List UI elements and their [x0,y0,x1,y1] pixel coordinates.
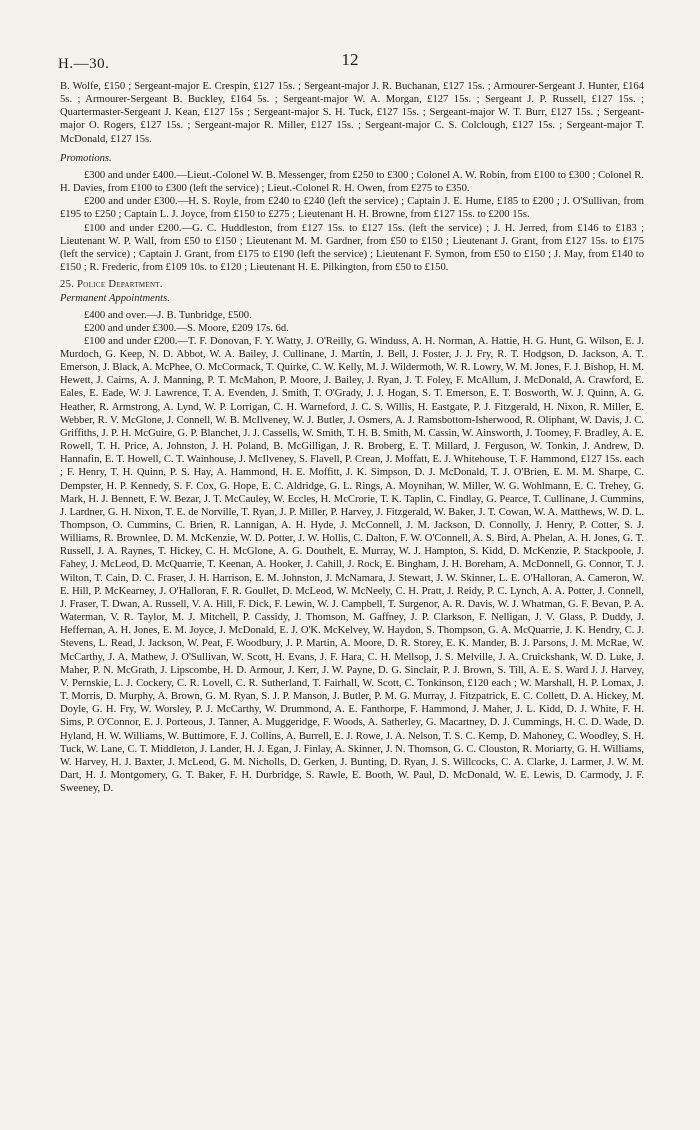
appointment-line: £200 and under £300.—S. Moore, £209 17s. 6d. [84,322,289,334]
police-department-heading: 25. Police Department. [60,279,163,291]
page-body [60,80,644,795]
appointments-list-paragraph: £100 and under £200.—T. F. Donovan, F. Y. Watty, J. O'Reilly, G. Winduss, A. H. Norman, A. Hattie, H. G. Hunt, G. Wilson, E. J. Murdoch, G. Keep, N. D. Abbot, W. A. Bailey, J. Cullinane, J. Martin, J. Bell, J. Foster, J. J. Fry, R. T. Hodgson, D. Jackson, A. T. Emerson, J. Black, A. McPhee, O. McCormack, T. Quirke, C. W. Kelly, M. J. Wildermoth, W. R. Lowry, W. M. Jones, F. J. Bishop, H. M. Hewett, J. Cairns, A. J. Manning, P. T. McMahon, P. Moore, J. Bailey, J. Ryan, J. T. Foley, F. McAllum, J. McDonald, A. Crawford, E. Eales, E. Eade, W. J. Lawrence, T. A. Evenden, J. Smith, T. O'Grady, J. J. Hogan, S. T. Emerson, E. T. Bosworth, W. J. Quinn, A. G. Heather, R. Armstrong, A. Lynd, W. P. Lorrigan, C. H. Warneford, J. C. S. Willis, H. Eastgate, P. J. Fitzgerald, H. Nixon, R. Miller, E. Webber, R. V. McGlone, J. Connell, W. B. McIlveney, W. J. Butler, J. Osmers, A. J. Ramsbottom-Isherwood, R. Oliphant, W. Davis, J. C. Griffiths, J. P. H. McGuire, G. P. Blanchet, J. J. Cassells, W. Smith, T. H. B. Smith, M. Cassin, W. Ainsworth, J. Toomey, F. Bradley, A. E. Rowell, T. H. Price, A. Johnston, J. H. Poland, B. McGilligan, J. R. Broberg, E. T. Millard, J. Ferguson, W. Tonkin, J. Andrew, D. Hannafin, E. T. Howell, C. T. Wainhouse, J. McIlveney, S. Flavell, P. Crean, J. Moffatt, E. J. Whitehouse, T. F. Hammond, £127 15s. each ; F. Henry, T. H. Quinn, P. S. Hay, A. Hammond, H. E. Moffitt, J. K. Simpson, D. J. McDonald, T. J. O'Brien, E. M. M. Sharpe, C. Dempster, H. P. Kennedy, S. F. Cox, G. Hope, E. C. Aldridge, G. L. Rings, A. Moynihan, W. Miller, W. G. Wohlmann, E. C. Trehey, G. Mark, H. J. Bennett, F. W. Bezar, J. T. McCauley, W. Eccles, H. McCrorie, T. K. Taplin, C. Findlay, G. Pearce, T. Cullinane, J. Cummins, J. Lardner, G. H. Nixon, T. E. de Norville, T. Ryan, J. P. Miller, P. Harvey, J. Fitzgerald, W. Baker, J. T. Cowan, W. A. Matthews, W. D. L. Thompson, O. Cummins, C. Brien, R. Lannigan, A. H. Hyde, J. McConnell, J. M. Jackson, D. Connolly, J. Henry, P. Cotter, S. J. Williams, R. Brownlee, D. M. McKenzie, W. D. Potter, J. W. Hollis, C. Dalton, F. W. O'Connell, A. S. Bird, A. Phelan, A. H. Jones, G. T. Russell, J. A. Raynes, T. Hickey, C. H. McGlone, A. G. Douthelt, E. Murray, W. J. Hampton, S. Kidd, D. McKenzie, P. Stackpoole, J. Fahey, J. McLeod, D. McQuarrie, T. Keenan, A. Hooker, J. Cahill, J. Rock, E. Bingham, J. H. Boreham, A. McDonnell, G. Connor, T. J. Wilton, T. Cain, D. C. Fraser, J. H. Harrison, E. M. Johnston, J. McNamara, J. Stewart, J. W. Skinner, L. E. O'Halloran, A. Cameron, W. E. Hill, P. McKearney, J. O'Halloran, F. R. Goullet, D. McLeod, W. McNeely, C. H. Pratt, J. Reidy, P. C. Lynch, A. A. Potter, J. Connell, J. Fraser, T. Dwan, A. Russell, V. A. Hill, F. Dick, F. Lewin, W. J. Campbell, T. Surgenor, A. R. Davis, W. J. Whatman, G. F. Bevan, P. A. Waterman, V. R. Taylor, M. J. Mitchell, P. Cassidy, J. Thomson, M. Gaffney, J. P. Clarkson, F. Nelligan, J. V. Glass, P. Duddy, J. Heffernan, A. H. Jones, E. M. Joyce, J. McDonald, E. J. O'K. McKelvey, W. Haydon, S. Thompson, G. A. McQuarrie, J. K. Hendry, C. J. Stevens, L. Read, J. Jackson, W. Peat, F. Woodbury, J. P. Martin, A. Moore, D. R. Storey, E. K. Mander, B. J. Parsons, J. M. McRae, W. McCarthy, J. A. Mathew, J. O'Sullivan, W. Scott, H. Evans, J. F. Hara, C. H. Mellsop, J. S. Melville, J. A. Cruickshank, W. D. Luke, J. Maher, P. N. McGrath, J. Lipscombe, H. D. Armour, J. Kerr, J. W. Payne, D. G. Sinclair, P. J. Brown, S. Till, A. E. S. Ward J. J. Harvey, V. Pernskie, L. J. Cockery, C. R. Lovell, C. R. Sutherland, T. Fairhall, W. Scott, C. Tonkinson, £120 each ; W. Marshall, H. P. Lomax, J. T. Morris, D. Murphy, A. Brown, G. M. Ryan, S. J. P. Manson, J. Butler, P. M. G. Murray, J. Fitzpatrick, E. C. Collett, D. A. Hickey, M. Doyle, G. H. Fry, W. Worsley, P. J. McCarthy, W. Drummond, A. E. Fanthorpe, F. Hammond, J. Maher, J. L. Kidd, D. J. White, F. H. Sims, P. O'Connor, E. J. Porteous, J. Tanner, A. Muggeridge, F. Woods, A. Satherley, G. Macartney, D. J. Cummings, H. C. D. Wade, D. Hyland, H. W. Williams, W. Buttimore, F. J. Collins, A. Burrell, E. J. Rowe, J. A. Nelson, T. S. C. Kemp, D. Mahoney, C. Woodley, S. H. Tuck, W. Lane, C. T. Middleton, J. Lander, H. J. Egan, J. Finlay, A. Skinner, J. N. Thomson, G. C. Clouston, R. Moriarty, G. H. Williams, W. Harvey, H. J. Baxter, J. McLeod, G. M. Nicholls, D. Gerken, J. Bunting, D. Ryan, J. S. Willcocks, C. A. Clarke, J. Larmer, J. W. M. Dart, H. J. Montgomery, G. T. Baker, F. H. Durbridge, S. Rawle, E. Booth, W. Paul, D. McDonald, W. E. Lewis, D. Carmody, J. F. Sweeney, D. [60,335,644,795]
opening-paragraph: B. Wolfe, £150 ; Sergeant-major E. Crespin, £127 15s. ; Sergeant-major J. R. Buchanan, £127 15s. ; Armourer-Sergeant J. Hunter, £164 5s. ; Armourer-Sergeant B. Buckley, £164 5s. ; Sergeant-major W. A. Morgan, £127 15s. ; Sergeant J. P. Russell, £127 15s. ; Quartermaster-Sergeant J. Kean, £127 15s ; Sergeant-major S. H. Tuck, £127 15s. ; Sergeant-major W. T. Burr, £127 15s. ; Sergeant-major O. Rogers, £127 15s. ; Sergeant-major R. Miller, £127 15s. ; Sergeant-major C. S. Colclough, £127 15s. ; Sergeant-major T. McDonald, £127 15s. [60,81,644,145]
promotion-paragraph: £300 and under £400.—Lieut.-Colonel W. B. Messenger, from £250 to £300 ; Colonel A. W. Robin, from £100 to £300 ; Colonel R. H. Davies, from £100 to £300 (left the service) ; Lieut.-Colonel R. H. Owen, from £275 to £350. [60,169,644,195]
permanent-appointments-heading: Permanent Appointments. [60,293,170,305]
promotion-paragraph: £100 and under £200.—G. C. Huddleston, from £127 15s. to £127 15s. (left the service) ; J. H. Jerred, from £146 to £183 ; Lieutenant W. P. Wall, from £50 to £150 ; Lieutenant M. M. Gardner, from £50 to £150 ; Lieutenant J. Grant, from £127 15s. to £175 (left the service) ; Captain J. Grant, from £175 to £190 (left the service) ; Lieutenant F. Symon, from £50 to £150 ; J. May, from £140 to £150 ; R. Frederic, from £109 10s. to £120 ; Lieutenant H. E. Pilkington, from £50 to £150. [60,222,644,274]
promotions-heading: Promotions. [60,152,112,164]
promotion-paragraph: £200 and under £300.—H. S. Royle, from £240 to £240 (left the service) ; Captain J. E. Hume, £185 to £200 ; J. O'Sullivan, from £195 to £250 ; Captain L. J. Joyce, from £150 to £275 ; Lieutenant H. H. Browne, from £127 15s. to £200 15s. [60,196,644,221]
page-number: 12 [341,50,359,69]
appointment-line: £400 and over.—J. B. Tunbridge, £500. [84,309,252,321]
document-reference: H.—30. [58,56,110,72]
